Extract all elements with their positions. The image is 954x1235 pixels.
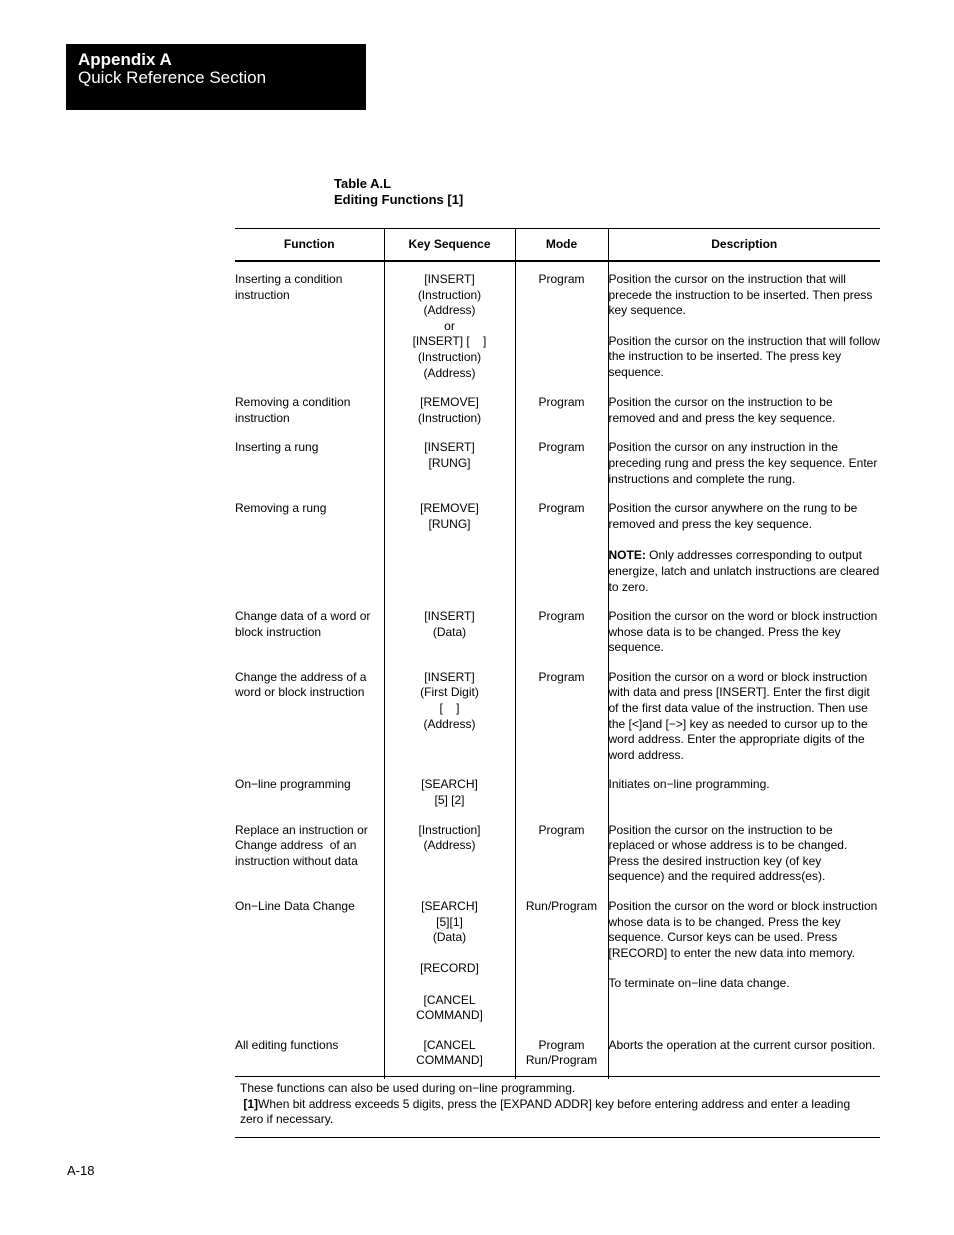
function-cell [235,440,384,501]
table-row [235,823,880,899]
key-line: [5] [2] [434,793,465,808]
editing-functions-table [235,228,880,1079]
mode-line: Program [538,822,585,837]
description-paragraph: Position the cursor on the instruction to be removed and and press the key sequence. [608,395,836,425]
description-paragraph: Position the cursor on the instruction that will precede the instruction to be inserted. Then press key sequence. [608,272,873,318]
function-line: block instruction [235,624,322,639]
key-line: (Instruction) [417,410,482,425]
key-sequence-cell [384,395,515,440]
table-number: Table A.L [334,176,392,191]
function-line: word or block instruction [235,685,365,700]
key-line [385,977,515,993]
key-line [385,946,515,962]
description-paragraph: Position the cursor on the instruction that will follow the instruction to be inserted. The press key sequence. [608,333,880,379]
mode-cell [515,395,608,440]
mode-line: Run/Program [525,1053,598,1068]
function-line: Replace an instruction or [235,822,368,837]
key-sequence-cell [384,777,515,822]
description-cell [608,440,880,501]
column-header-key-sequence: Key Sequence [384,229,515,262]
key-line: (Instruction) [417,287,482,302]
key-line: or [444,318,455,333]
mode-line: Program [538,440,585,455]
table-body [235,261,880,1079]
table-row [235,261,880,395]
mode-line: Program [538,272,585,286]
mode-cell [515,440,608,501]
function-cell [235,1038,384,1079]
key-line: [SEARCH] [421,777,478,792]
mode-line: Program [538,501,585,516]
mode-cell [515,501,608,609]
function-line: All editing functions [235,1037,339,1052]
key-line: [CANCEL [423,992,476,1007]
description-cell [608,1038,880,1079]
key-sequence-cell [384,261,515,395]
table-row [235,670,880,778]
description-note [609,548,881,595]
key-line: [REMOVE] [420,501,479,516]
key-sequence-cell [384,823,515,899]
key-line: (Address) [423,716,476,731]
description-cell [608,395,880,440]
key-line: [RUNG] [428,455,471,470]
key-line: (Address) [423,365,476,380]
table-row [235,501,880,609]
description-paragraph: Aborts the operation at the current cursor position. [608,1037,876,1052]
description-cell [608,670,880,778]
description-cell [608,899,880,1038]
table-title: Editing Functions [1] [334,192,464,207]
table-caption [334,176,463,208]
function-cell [235,261,384,395]
mode-line: Run/Program [525,899,598,913]
key-line: COMMAND] [416,1008,483,1023]
mode-cell [515,261,608,395]
description-paragraph: Position the cursor on a word or block instruction with data and press [INSERT]. Enter the first digit of the first data value of the instruction. Then use the [<]and [−>] key as needed to cursor up to the word address. Enter the appropriate digits of the word address. [608,669,870,762]
function-cell [235,501,384,609]
function-line: Change data of a word or [235,609,371,624]
description-cell [608,501,880,609]
table-row [235,1038,880,1079]
key-line: (First Digit) [420,685,479,700]
mode-line: Program [538,395,585,410]
description-paragraph: Position the cursor on the instruction to be replaced or whose address is to be changed. Press the desired instruction key (of key sequence) and the required address(es). [608,822,848,884]
key-sequence-cell [384,440,515,501]
function-line: instruction [235,410,290,425]
key-line: [INSERT] [ ] [412,334,487,349]
section-title: Quick Reference Section [78,68,267,87]
mode-line: Program [538,669,585,684]
function-cell [235,899,384,1038]
mode-line: Program [538,609,585,624]
column-header-description: Description [608,229,880,262]
mode-cell [515,777,608,822]
page-number: A-18 [67,1163,95,1178]
function-cell [235,823,384,899]
key-line: [CANCEL [423,1037,476,1052]
key-line: [INSERT] [424,440,475,455]
mode-cell [515,823,608,899]
function-line: Inserting a condition [235,272,343,286]
note-text: Only addresses corresponding to output energize, latch and unlatch instructions are cleared to zero. [608,548,880,594]
table-header-row [235,229,880,262]
function-cell [235,395,384,440]
key-line: [SEARCH] [421,899,478,913]
function-line: Change the address of a [235,669,367,684]
description-paragraph: To terminate on−line data change. [608,976,790,991]
appendix-title: Appendix A [78,50,172,69]
mode-line: Program [538,1037,585,1052]
key-line: [INSERT] [424,609,475,624]
key-sequence-cell [384,1038,515,1079]
description-paragraph: Position the cursor on any instruction in the preceding rung and press the key sequence. Enter instructions and complete the rung. [608,440,878,486]
table-row [235,777,880,822]
key-line: [INSERT] [424,669,475,684]
key-sequence-cell [384,609,515,670]
mode-cell [515,609,608,670]
function-line: instruction [235,287,290,302]
description-paragraph: Position the cursor on the word or block instruction whose data is to be changed. Press the key sequence. Cursor keys can be used. Press [RECORD] to enter the new data into memory. [608,899,878,960]
mode-cell [515,1038,608,1079]
description-cell [608,777,880,822]
key-line: [ ] [439,701,460,716]
key-line: [RECORD] [420,961,479,976]
function-line: Removing a rung [235,501,327,516]
table-footnotes [235,1076,880,1138]
function-line: On−line programming [235,777,351,792]
table-row [235,609,880,670]
key-line: COMMAND] [416,1053,483,1068]
description-paragraph: Position the cursor anywhere on the rung to be removed and press the key sequence. [608,501,858,531]
key-line: [Instruction] [418,822,481,837]
mode-cell [515,670,608,778]
key-sequence-cell [384,670,515,778]
table-row [235,899,880,1038]
description-cell [608,823,880,899]
footnote-expand-addr [240,1097,876,1128]
function-line: On−Line Data Change [235,899,355,913]
column-header-mode: Mode [515,229,608,262]
key-line: [5][1] [436,914,463,929]
key-line: [RUNG] [428,516,471,531]
description-paragraph: Position the cursor on the word or block instruction whose data is to be changed. Press the key sequence. [608,609,878,655]
function-line: Change address of an [235,838,357,853]
function-line: Inserting a rung [235,440,319,455]
footnote-marker: [1] [243,1096,259,1111]
table-row [235,440,880,501]
key-sequence-cell [384,899,515,1038]
section-header [66,44,366,110]
key-line: [REMOVE] [420,395,479,410]
function-line: instruction without data [235,853,358,868]
footnote-text: When bit address exceeds 5 digits, press the [EXPAND ADDR] key before entering address and enter a leading zero if necessary. [240,1096,851,1127]
key-line: [INSERT] [424,272,475,286]
key-sequence-cell [384,501,515,609]
mode-cell [515,899,608,1038]
function-cell [235,777,384,822]
function-cell [235,609,384,670]
note-label: NOTE: [608,548,646,563]
column-header-function: Function [235,229,384,262]
key-line: (Data) [432,624,467,639]
key-line: (Address) [423,303,476,318]
function-line: Removing a condition [235,395,351,410]
footnote-online: These functions can also be used during on−line programming. [240,1081,576,1095]
key-line: (Data) [432,930,467,945]
description-cell [608,609,880,670]
table-row [235,395,880,440]
function-cell [235,670,384,778]
description-paragraph: Initiates on−line programming. [608,777,770,792]
key-line: (Address) [423,838,476,853]
description-cell [608,261,880,395]
key-line: (Instruction) [417,349,482,364]
